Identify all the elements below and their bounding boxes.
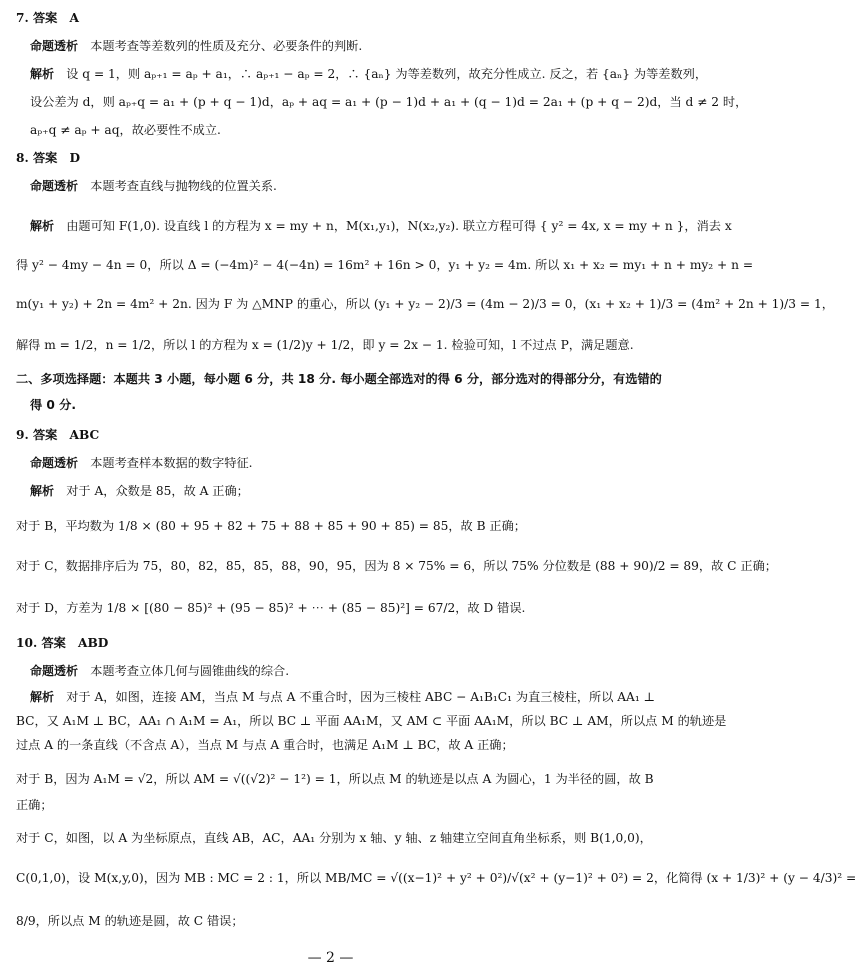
- text-line: [16, 10, 648, 26]
- line-text: 过点 A 的一条直线（不含点 A），当点 M 与点 A 重合时，也满足 A₁M ⊥ BC，故 A 正确；: [16, 738, 514, 752]
- section-label: 命题透析: [30, 179, 79, 193]
- section-label: 命题透析: [30, 664, 79, 678]
- text-line: [16, 830, 652, 846]
- line-text: 9. 答案 ABC: [16, 428, 100, 442]
- text-line: [16, 371, 662, 387]
- line-text: 设 q = 1，则 aₚ₊₁ = aₚ + a₁，∴ aₚ₊₁ − aₚ = 2，∴ {aₙ} 为等差数列，故充分性成立. 反之，若 {aₙ} 为等差数列，: [54, 67, 708, 81]
- text-line: [30, 397, 648, 413]
- line-text: aₚ₊q ≠ aₚ + aq，故必要性不成立.: [30, 123, 221, 137]
- line-text: 由题可知 F(1,0). 设直线 l 的方程为 x = my + n，M(x₁,y₁)，N(x₂,y₂). 联立方程可得 { y² = 4x, x = my + n }，消去 x: [54, 219, 732, 233]
- text-line: [16, 713, 727, 729]
- section-label: 命题透析: [30, 456, 79, 470]
- line-text: 本题考查样本数据的数字特征.: [78, 456, 253, 470]
- text-line: [16, 257, 754, 273]
- text-line: [16, 870, 856, 886]
- line-text: 对于 C，如图，以 A 为坐标原点，直线 AB，AC，AA₁ 分别为 x 轴、y 轴、z 轴建立空间直角坐标系，则 B(1,0,0)，: [16, 831, 652, 845]
- line-text: 对于 D，方差为 1/8 × [(80 − 85)² + (95 − 85)² + ⋯ + (85 − 85)²] = 67/2，故 D 错误.: [16, 601, 526, 615]
- section-label: 命题透析: [30, 39, 79, 53]
- line-text: m(y₁ + y₂) + 2n = 4m² + 2n. 因为 F 为 △MNP 的重心，所以 (y₁ + y₂ − 2)/3 = (4m − 2)/3 = 0，(x₁ + x₂ + 1)/3 = (4m² + 2n + 1)/3 = 1，: [16, 297, 834, 311]
- text-line: [16, 518, 648, 534]
- text-line: [16, 797, 648, 813]
- line-text: 本题考查等差数列的性质及充分、必要条件的判断.: [78, 39, 363, 53]
- line-text: 对于 C，数据排序后为 75，80，82，85，85，88，90，95，因为 8 × 75% = 6，所以 75% 分位数是 (88 + 90)/2 = 89，故 C 正确；: [16, 559, 777, 573]
- text-line: [30, 66, 708, 82]
- section-label: 解析: [30, 67, 55, 81]
- line-text: 对于 B，因为 A₁M = √2，所以 AM = √((√2)² − 1²) = 1，所以点 M 的轨迹是以点 A 为圆心，1 为半径的圆，故 B: [16, 772, 654, 786]
- section-label: 解析: [30, 484, 55, 498]
- text-line: [16, 558, 777, 574]
- line-text: 本题考查立体几何与圆锥曲线的综合.: [78, 664, 290, 678]
- text-line: [30, 483, 648, 499]
- line-text: 解得 m = 1/2，n = 1/2，所以 l 的方程为 x = (1/2)y + 1/2，即 y = 2x − 1. 检验可知，l 不过点 P，满足题意.: [16, 338, 634, 352]
- line-text: 8/9，所以点 M 的轨迹是圆，故 C 错误；: [16, 914, 244, 928]
- text-line: [16, 737, 648, 753]
- line-text: 对于 A，如图，连接 AM，当点 M 与点 A 不重合时，因为三棱柱 ABC − A₁B₁C₁ 为直三棱柱，所以 AA₁ ⊥: [54, 690, 656, 704]
- text-line: [30, 94, 748, 110]
- text-line: [30, 178, 648, 194]
- page-number: — 2 —: [307, 950, 354, 966]
- text-line: [30, 455, 648, 471]
- text-line: [30, 122, 648, 138]
- text-line: [30, 663, 648, 679]
- text-line: [30, 218, 732, 234]
- text-line: [30, 38, 648, 54]
- section-label: 解析: [30, 690, 55, 704]
- line-text: 对于 A，众数是 85，故 A 正确；: [54, 484, 249, 498]
- text-line: [16, 913, 648, 929]
- line-text: 10. 答案 ABD: [16, 636, 109, 650]
- line-text: 正确；: [16, 798, 53, 812]
- line-text: 得 0 分.: [30, 398, 76, 412]
- line-text: 设公差为 d，则 aₚ₊q = a₁ + (p + q − 1)d，aₚ + aq = a₁ + (p − 1)d + a₁ + (q − 1)d = 2a₁ + (p + q − 2)d，当 d ≠ 2 时，: [30, 95, 748, 109]
- line-text: 8. 答案 D: [16, 151, 81, 165]
- text-line: [30, 689, 656, 705]
- line-text: 得 y² − 4my − 4n = 0，所以 Δ = (−4m)² − 4(−4n) = 16m² + 16n > 0，y₁ + y₂ = 4m. 所以 x₁ + x₂ = my₁ + n + my₂ + n =: [16, 258, 754, 272]
- section-label: 解析: [30, 219, 55, 233]
- line-text: 7. 答案 A: [16, 11, 79, 25]
- line-text: BC，又 A₁M ⊥ BC，AA₁ ∩ A₁M = A₁，所以 BC ⊥ 平面 AA₁M，又 AM ⊂ 平面 AA₁M，所以 BC ⊥ AM，所以点 M 的轨迹是: [16, 714, 727, 728]
- text-line: [16, 771, 654, 787]
- text-line: [16, 150, 648, 166]
- text-line: [16, 635, 648, 651]
- text-line: [16, 427, 648, 443]
- text-line: [16, 600, 648, 616]
- line-text: 本题考查直线与抛物线的位置关系.: [78, 179, 277, 193]
- line-text: 二、多项选择题：本题共 3 小题，每小题 6 分，共 18 分. 每小题全部选对的得 6 分，部分选对的得部分分，有选错的: [16, 372, 662, 386]
- text-line: [16, 296, 834, 312]
- line-text: C(0,1,0)，设 M(x,y,0)，因为 MB : MC = 2 : 1，所以 MB/MC = √((x−1)² + y² + 0²)/√(x² + (y−1)² + 0²) = 2，化简得 (x + 1/3)² + (y − 4/3)² =: [16, 871, 856, 885]
- line-text: 对于 B，平均数为 1/8 × (80 + 95 + 82 + 75 + 88 + 85 + 90 + 85) = 85，故 B 正确；: [16, 519, 526, 533]
- text-line: [16, 337, 648, 353]
